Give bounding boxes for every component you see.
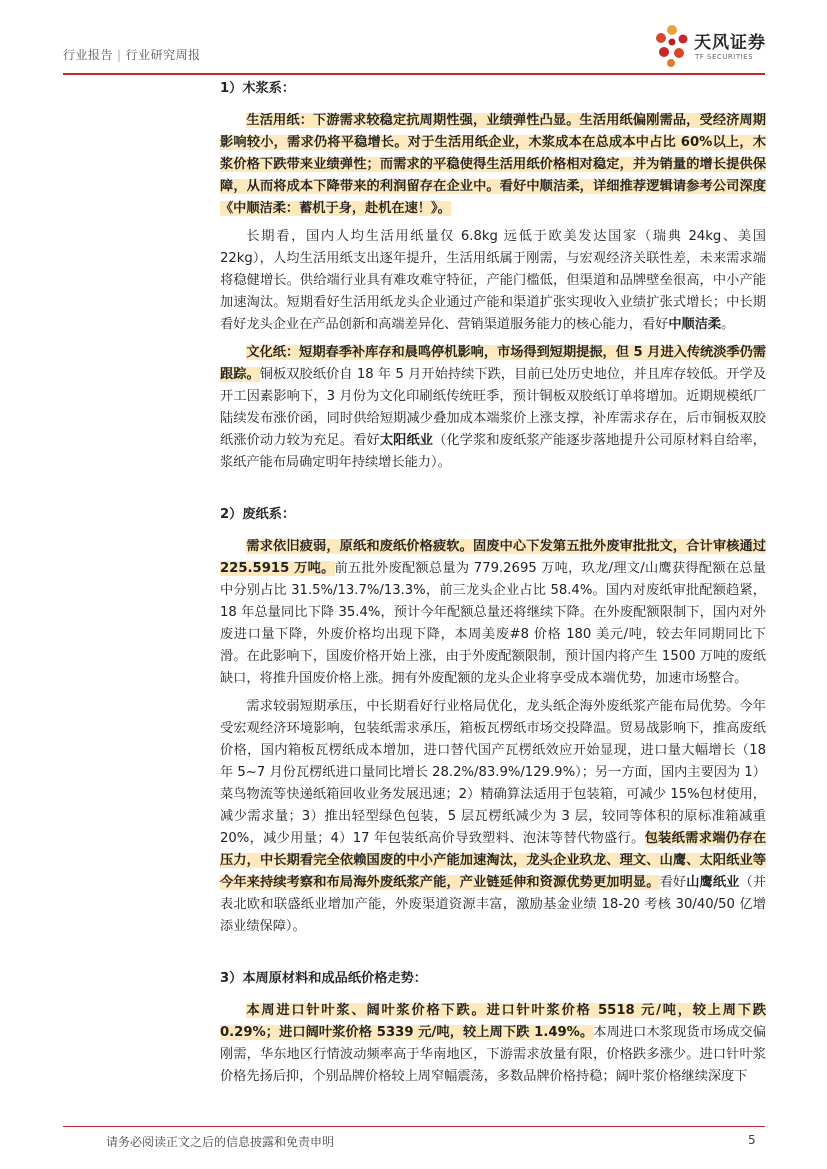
body-text: 铜板双胶纸价自 18 年 5 月开始持续下跌，目前已处历史地位，并且库存较低。开学及开工因素影响下，3 月份为文化印刷纸传统旺季，预计铜板双胶纸订单将增加。近期规模纸厂陆续发布涨价函，同时供给短期减少叠加成本端浆价上涨支撑，补库需求存在，后市铜板双胶纸涨价动力较为充足。看好 [220, 367, 767, 448]
highlighted-text: 包装纸需求端仍存在压力，中长期看完全依赖国废的中小产能加速淘汰，龙头企业玖龙、理文、山鹰、太阳纸业等今年来持续考察和布局海外废纸浆产能，产业链延伸和资源优势更加明显。 [220, 831, 767, 890]
highlighted-text: 需求依旧疲弱，原纸和废纸价格疲软。固废中心下发第五批外废审批批文，合计审核通过 225.5915 万吨。 [220, 539, 766, 576]
footer-disclaimer: 请务必阅读正文之后的信息披露和免责申明 [106, 1135, 335, 1149]
bold-company-name: 太阳纸业 [379, 433, 434, 448]
logo-petals-icon [652, 22, 696, 70]
section-gap [220, 480, 766, 494]
body-text: 看好 [659, 875, 687, 890]
paragraph [220, 110, 766, 220]
highlighted-text: 文化纸：短期春季补库存和晨鸣停机影响，市场得到短期提振，但 5 月进入传统淡季仍需跟踪。 [220, 345, 766, 382]
highlighted-text: 本周进口针叶浆、阔叶浆价格下跌。进口针叶浆价格 5518 元/吨，较上周下跌 0.29%；进口阔叶浆价格 5339 元/吨，较上周下跌 1.49%。 [220, 1003, 766, 1040]
section-title: 3）本周原材料和成品纸价格走势： [220, 971, 427, 986]
body-text: （化学浆和废纸浆产能逐步落地提升公司原材料自给率，浆纸产能布局确定明年持续增长能力）。 [220, 433, 766, 470]
header-divider [63, 73, 765, 75]
company-logo [652, 22, 772, 72]
section-title: 1）木浆系： [220, 81, 296, 96]
paragraph [220, 696, 766, 938]
header-separator: | [117, 48, 122, 62]
section-gap [220, 944, 766, 958]
doc-subtype: 行业研究周报 [125, 48, 201, 62]
paragraph [220, 1000, 766, 1088]
highlighted-text: 生活用纸：下游需求较稳定抗周期性强，业绩弹性凸显。生活用纸偏刚需品，受经济周期影响较小，需求仍将平稳增长。对于生活用纸企业，木浆成本在总成本中占比 60%以上，木浆价格下跌带来业绩弹性；而需求的平稳使得生活用纸价格相对稳定，并为销量的增长提供保障，从而将成本下降带来的利润留存在企业中。看好中顺洁柔，详细推荐逻辑请参考公司深度《中顺洁柔：蓄机于身，赴机在速！》。 [220, 113, 766, 216]
paragraph [220, 226, 766, 336]
doc-type-header [63, 46, 201, 63]
logo-name: 天风证券 [694, 33, 766, 53]
body-text: （并表北欧和联盛纸业增加产能，外废渠道资源丰富，激励基金业绩 18-20 考核 30/40/50 亿增添业绩保障）。 [220, 875, 767, 934]
body-text: 前五批外废配额总量为 779.2695 万吨，玖龙/理文/山鹰获得配额在总量中分别占比 31.5%/13.7%/13.3%，前三龙头企业占比 58.4%。国内对废纸审批配额趋紧，18 年总量同比下降 35.4%，预计今年配额总量还将继续下降。在外废配额限制下，国内对外废进口量下降，外废价格均出现下降，本周美废#8 价格 180 美元/吨，较去年同期同比下滑。在此影响下，国废价格开始上涨，由于外废配额限制，预计国内将产生 1500 万吨的废纸缺口，将推升国废价格上涨。拥有外废配额的龙头企业将享受成本端优势，加速市场整合。 [220, 561, 766, 686]
section-title: 2）废纸系： [220, 507, 296, 522]
doc-type: 行业报告 [63, 48, 114, 62]
body-text: 长期看，国内人均生活用纸量仅 6.8kg 远低于欧美发达国家（瑞典 24kg、美国 22kg），人均生活用纸支出逐年提升，生活用纸属于刚需，与宏观经济关联性差，未来需求端将稳健增长。供给端行业具有难攻难守特征，产能门槛低，但渠道和品牌壁垒很高，中小产能加速淘汰。短期看好生活用纸龙头企业通过产能和渠道扩张实现收入业绩扩张式增长；中长期看好龙头企业在产品创新和高端差异化、营销渠道服务能力的核心能力，看好 [220, 229, 766, 332]
page-number: 5 [748, 1133, 756, 1147]
body-text: 。 [721, 317, 735, 332]
report-body [220, 78, 766, 1094]
footer-divider [63, 1126, 765, 1127]
paragraph [220, 536, 766, 690]
bold-company-name: 中顺洁柔 [668, 317, 722, 332]
bold-company-name: 山鹰纸业 [686, 875, 740, 890]
body-text: 本周进口木浆现货市场成交偏刚需，华东地区行情波动频率高于华南地区，下游需求放量有限，价格跌多涨少。进口针叶浆价格先扬后抑，个别品牌价格较上周窄幅震荡，多数品牌价格持稳；阔叶浆价格继续深度下 [220, 1025, 766, 1084]
logo-subtitle: TF SECURITIES [695, 53, 754, 61]
body-text: 需求较弱短期承压，中长期看好行业格局优化，龙头纸企海外废纸浆产能布局优势。今年受宏观经济环境影响，包装纸需求承压，箱板瓦楞纸市场交投降温。贸易战影响下，推高废纸价格，国内箱板瓦楞纸成本增加，进口替代国产瓦楞纸效应开始显现，进口量大幅增长（18 年 5~7 月份瓦楞纸进口量同比增长 28.2%/83.9%/129.9%）；另一方面，国内主要因为 1）菜鸟物流等快递纸箱回收业务发展迅速；2）精确算法适用于包装箱，可减少 15%包材使用，减少需求量；3）推出轻型绿色包装，5 层瓦楞纸减少为 3 层，较同等体积的原标准箱减重 20%，减少用量；4）17 年包装纸高价导致塑料、泡沫等替代物盛行。 [220, 699, 766, 846]
paragraph [220, 342, 766, 474]
